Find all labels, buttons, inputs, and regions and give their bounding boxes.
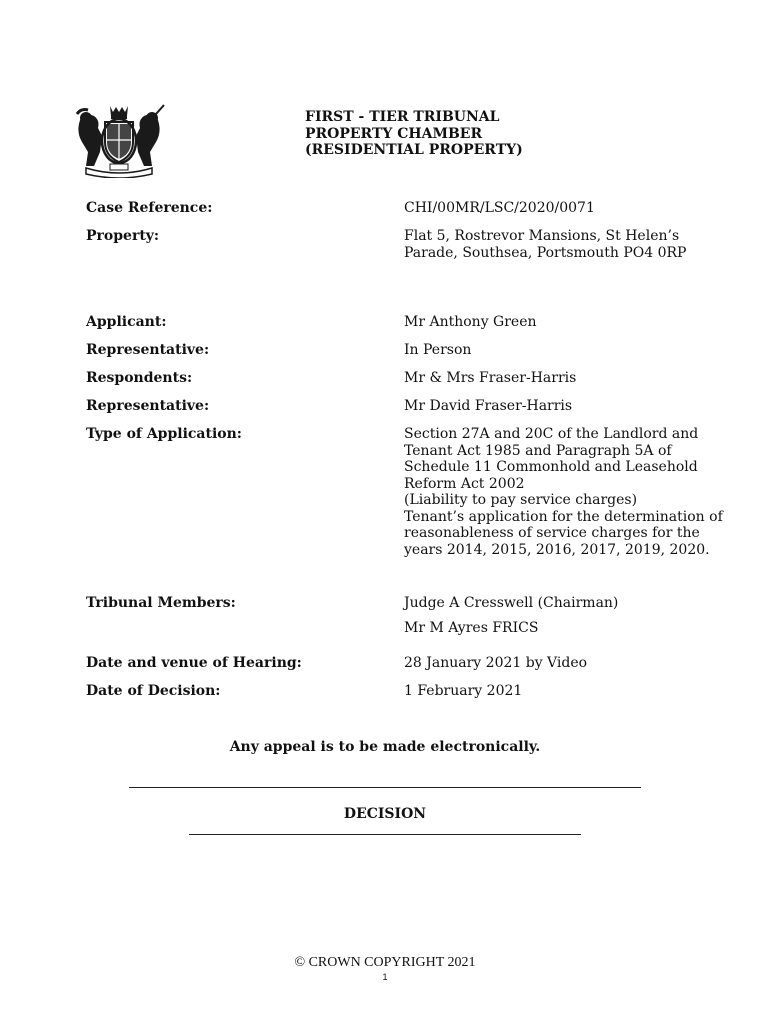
application-type-line: years 2014, 2015, 2016, 2017, 2019, 2020. [404,541,710,558]
applicant-label: Applicant: [86,314,167,330]
tribunal-members-value [404,595,724,636]
application-type-label: Type of Application: [86,426,242,442]
header-line-2: PROPERTY CHAMBER [305,125,483,142]
divider-line [129,787,641,788]
tribunal-member: Judge A Cresswell (Chairman) [404,595,619,611]
application-type-line: (Liability to pay service charges) [404,492,638,508]
respondent-representative-value: Mr David Fraser-Harris [404,398,573,414]
royal-coat-of-arms-icon [72,102,166,178]
application-type-line: Reform Act 2002 [404,475,525,492]
divider-line [189,834,581,835]
respondents-value: Mr & Mrs Fraser-Harris [404,370,577,386]
case-reference-label: Case Reference: [86,200,213,216]
property-label: Property: [86,228,160,244]
page-number: 1 [382,972,388,982]
tribunal-members-label: Tribunal Members: [86,595,236,611]
applicant-representative-label: Representative: [86,342,210,358]
respondent-representative-label: Representative: [86,398,210,414]
property-line: Flat 5, Rostrevor Mansions, St Helen’s [404,228,680,244]
copyright-notice: © CROWN COPYRIGHT 2021 [294,955,476,970]
property-line: Parade, Southsea, Portsmouth PO4 0RP [404,244,687,261]
property-value [404,228,724,261]
decision-date-value: 1 February 2021 [404,683,523,699]
application-type-line: Tenant’s application for the determination of [404,508,723,525]
application-type-line: Tenant Act 1985 and Paragraph 5A of [404,442,672,459]
applicant-value: Mr Anthony Green [404,314,537,330]
application-type-line: Section 27A and 20C of the Landlord and [404,426,699,442]
respondents-label: Respondents: [86,370,193,386]
header-line-3: (RESIDENTIAL PROPERTY) [305,142,523,158]
decision-heading: DECISION [343,806,427,822]
hearing-label: Date and venue of Hearing: [86,655,302,671]
application-type-line: Schedule 11 Commonhold and Leasehold [404,459,698,475]
decision-date-label: Date of Decision: [86,683,221,699]
applicant-representative-value: In Person [404,342,472,358]
tribunal-header [305,109,523,159]
hearing-value: 28 January 2021 by Video [404,655,588,671]
tribunal-member: Mr M Ayres FRICS [404,619,539,636]
application-type-line: reasonableness of service charges for the [404,525,700,541]
header-line-1: FIRST - TIER TRIBUNAL [305,109,500,125]
application-type-value [404,426,724,558]
case-reference-value: CHI/00MR/LSC/2020/0071 [404,200,595,216]
appeal-note: Any appeal is to be made electronically. [229,739,541,755]
